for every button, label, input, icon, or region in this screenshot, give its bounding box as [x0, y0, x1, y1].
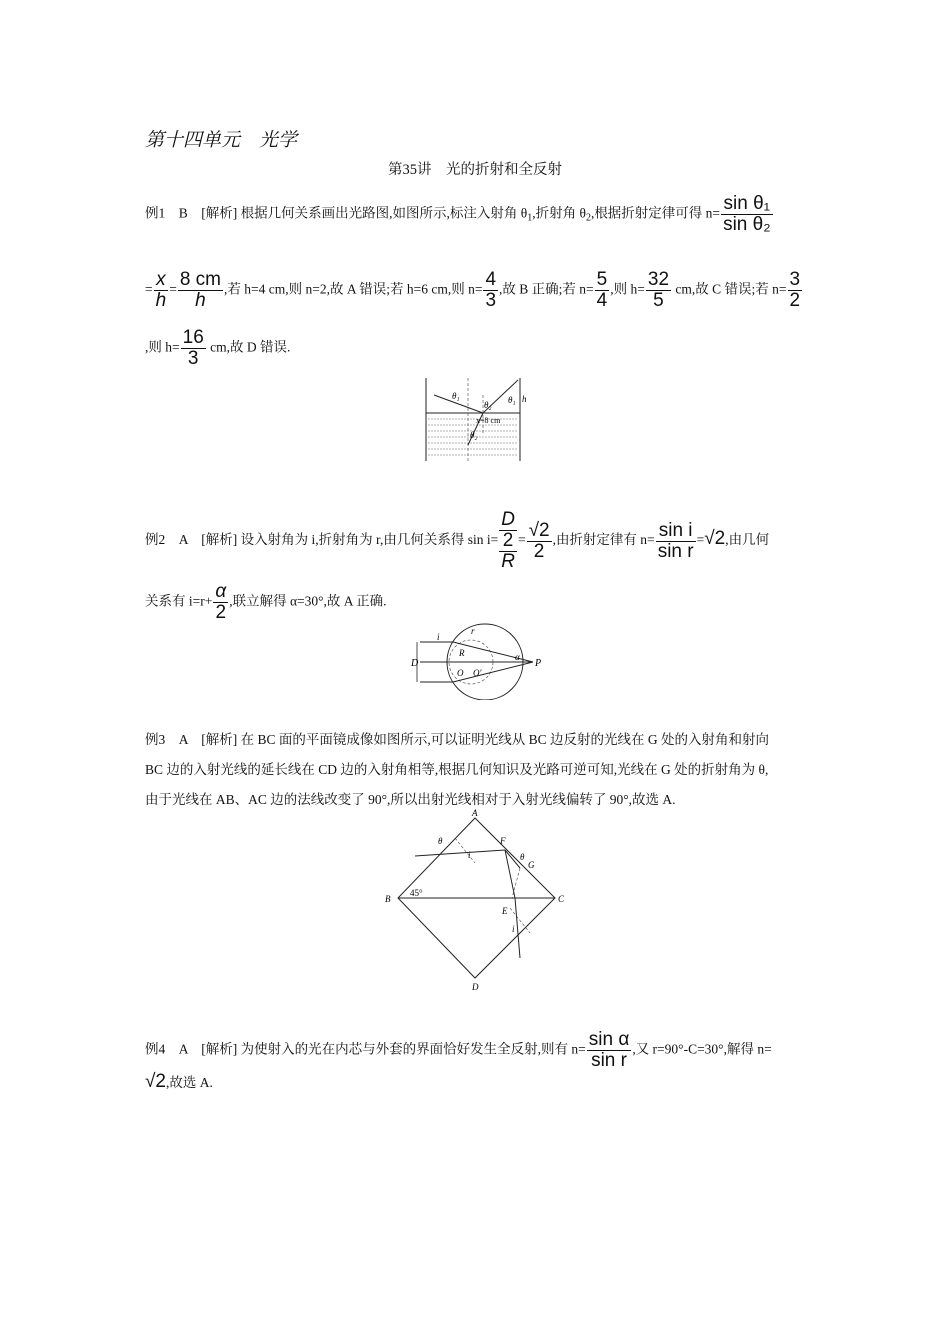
E-label: E: [502, 906, 508, 916]
G-label: G: [528, 860, 535, 870]
ex3-line3: 由于光线在 AB、AC 边的法线改变了 90°,所以出射光线相对于入射光线偏转了 90°,故选 A.: [145, 792, 676, 807]
D-label: D: [411, 658, 419, 669]
i-label-lower: i: [512, 924, 515, 934]
theta1-label-right: θ₁: [508, 395, 516, 405]
D-label: D: [472, 982, 479, 992]
O-prime-label: O': [473, 668, 482, 678]
theta1-label: θ₁: [452, 391, 460, 401]
F-label: F: [500, 836, 506, 846]
ex1-line3: ,则 h= $\frac{16}{3}$ cm,故 D 错误.: [145, 327, 291, 369]
ex3-line1: 例3 A [解析] 在 BC 面的平面镜成像如图所示,可以证明光线从 BC 边反射的光线在 G 处的入射角和射向: [145, 732, 770, 747]
ex1-line2: = $\frac{x}{h}$ = $\frac{8 cm}{h}$ ,若 h=4 cm,则 n=2,故 A 错误;若 h=6 cm,则 n= $\frac{4}{3}$ ,故 B 正确;若 n= $\frac{5}{4}$ ,则 h= $\frac{32}{5}$ cm,故 C 错误;若 n= $\frac{3}{2}$: [145, 269, 801, 311]
ex2-line2: 关系有 i=r+ $\frac{\alpha}{2}$ ,联立解得 α=30°,故 A 正确.: [145, 581, 387, 623]
i-label: i: [437, 632, 440, 642]
A-label: A: [472, 808, 478, 818]
ex3-figure-prism: [380, 808, 580, 993]
ex3-line2: BC 边的入射光线的延长线在 CD 边的入射角相等,根据几何知识及光路可逆可知,光线在 G 处的折射角为 θ,: [145, 762, 769, 777]
theta-label: θ: [438, 836, 443, 846]
ex1-label: 例1 B [解析]: [145, 205, 238, 221]
r-label: r: [471, 626, 475, 636]
ex4-line1: 例4 A [解析] 为使射入的光在内芯与外套的界面恰好发生全反射,则有 n= $\frac{\text{sin α}}{\text{sin r}}$ ,又 r=90°-C=30°,解得 n=: [145, 1029, 772, 1071]
theta2-label-lower: θ₂: [470, 430, 478, 440]
x-label: x=8 cm: [476, 416, 501, 425]
C-label: C: [558, 894, 565, 904]
ex4-label: 例4 A [解析]: [145, 1041, 238, 1057]
alpha-label: α: [515, 652, 520, 662]
R-label: R: [459, 648, 465, 658]
angle-45-label: 45°: [410, 888, 423, 898]
unit-title: 第十四单元 光学: [145, 130, 298, 151]
ex4-line2: √2,故选 A.: [145, 1071, 213, 1092]
B-label: B: [385, 894, 391, 904]
ex2-figure-sphere: [405, 620, 555, 700]
theta-label-g: θ: [520, 852, 525, 862]
O-label: O: [457, 668, 464, 678]
ex2-label: 例2 A [解析]: [145, 532, 238, 548]
theta2-label: θ₂: [484, 400, 492, 410]
lecture-title: 第35讲 光的折射和全反射: [388, 162, 562, 178]
i-label: i: [468, 850, 471, 860]
ex1-figure-light-path: [420, 375, 530, 465]
h-label: h: [522, 394, 527, 404]
ex1-fraction-sin: $\frac{\text{sin θ₁}}{\text{sin θ₂}}$: [723, 193, 771, 235]
P-label: P: [535, 658, 542, 669]
ex2-line1: 例2 A [解析] 设入射角为 i,折射角为 r,由几何关系得 sin i= D 2 R = $\frac{√2}{2}$ ,由折射定律有 n= $\frac{\text{sin i}}{\text{sin r}}$ =√2,由几何: [145, 509, 770, 572]
ex1-line1: 例1 B [解析] 根据几何关系画出光路图,如图所示,标注入射角 $\theta_1$,折射角 $\theta_2$,根据折射定律可得 n= $\frac{\text{sin θ₁}}{\text{sin θ₂}}$: [145, 193, 771, 235]
